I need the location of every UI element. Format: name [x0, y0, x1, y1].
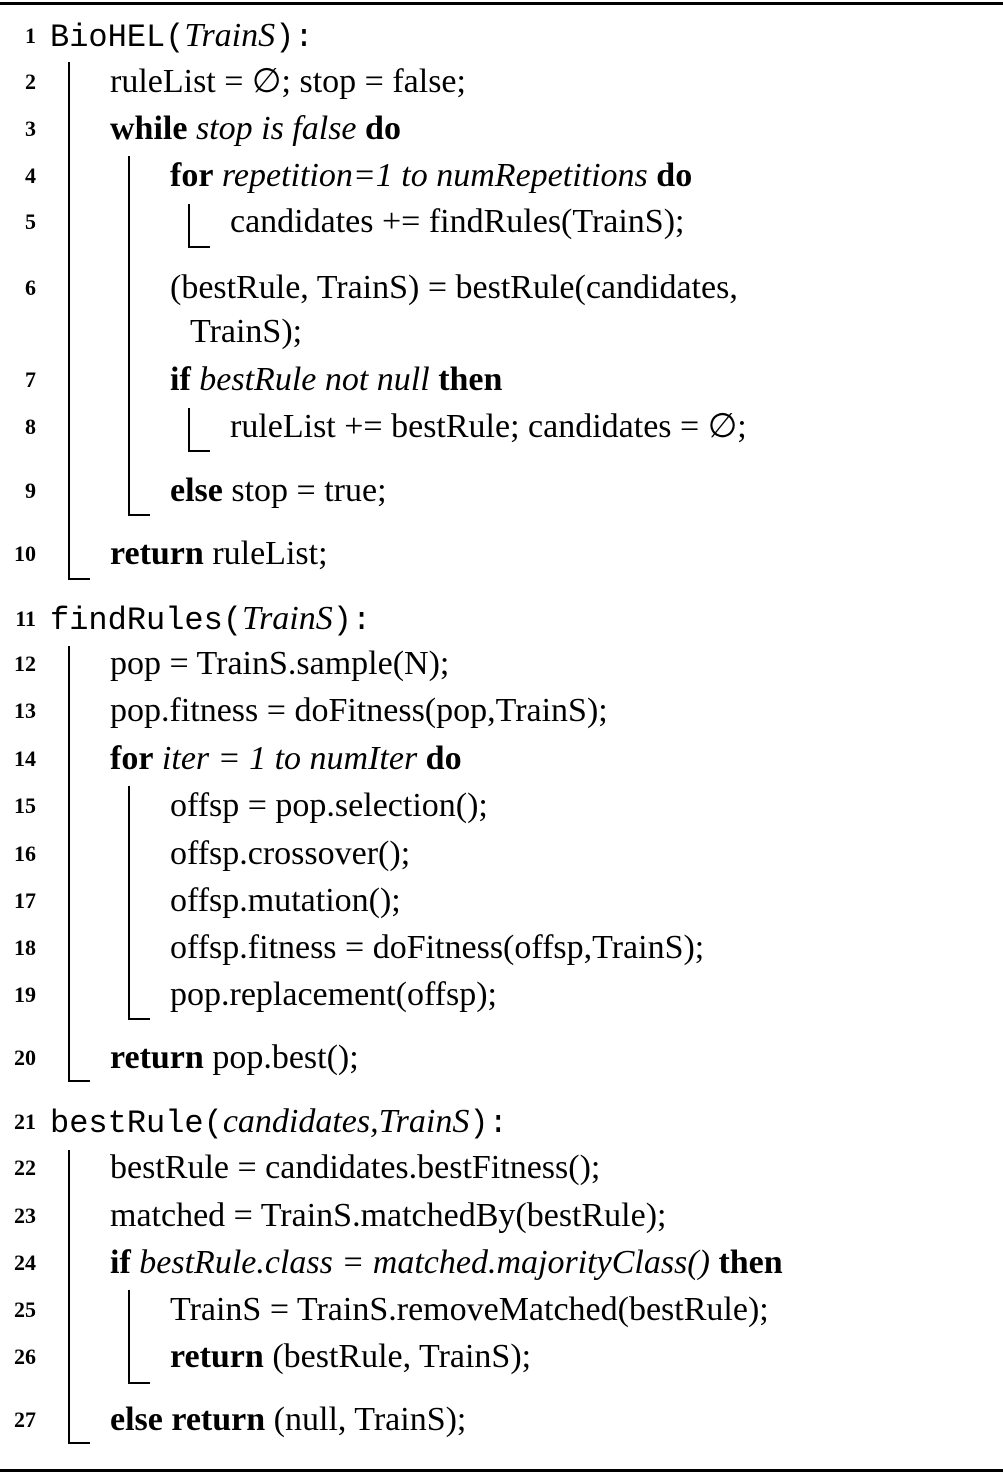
line-number: 12	[14, 651, 36, 676]
block-bar-end	[68, 578, 90, 580]
code-line-15	[0, 782, 1003, 830]
line-number: 2	[25, 69, 36, 94]
line-number: 13	[14, 698, 36, 723]
bottom-rule	[0, 1469, 1003, 1472]
statement: offsp = pop.selection();	[170, 787, 488, 824]
function-arg: candidates,TrainS	[222, 1103, 470, 1140]
code-line-16	[0, 830, 1003, 878]
statement: matched = TrainS.matchedBy(bestRule);	[110, 1197, 667, 1234]
keyword: return	[162, 1401, 266, 1438]
keyword: if	[110, 1244, 131, 1281]
code-line-3	[0, 105, 1003, 153]
code-line-21	[0, 1098, 1003, 1146]
code-line-1	[0, 12, 1003, 60]
line-number: 10	[14, 541, 36, 566]
top-rule	[0, 2, 1003, 5]
keyword: then	[718, 1244, 783, 1281]
line-number: 27	[14, 1407, 36, 1432]
line-number: 19	[14, 982, 36, 1007]
line-number: 1	[25, 23, 36, 48]
block-bar	[68, 1150, 70, 1444]
line-number: 22	[14, 1155, 36, 1180]
function-name: BioHEL(	[50, 19, 185, 56]
code-line-24	[0, 1239, 1003, 1287]
line-number: 26	[14, 1344, 36, 1369]
code-line-20	[0, 1034, 1003, 1082]
statement: ruleList += bestRule; candidates = ∅;	[230, 408, 747, 445]
block-bar-end	[128, 1018, 150, 1020]
statement: (bestRule, TrainS) = bestRule(candidates,	[170, 269, 738, 306]
function-close: ):	[275, 19, 314, 56]
block-bar-end	[188, 450, 210, 452]
code-line-18	[0, 924, 1003, 972]
statement: pop = TrainS.sample(N);	[110, 645, 450, 682]
function-close: ):	[469, 1105, 508, 1142]
block-bar-end	[128, 1382, 150, 1384]
statement: ruleList;	[203, 535, 328, 572]
keyword: do	[365, 110, 401, 147]
keyword: do	[656, 157, 693, 194]
keyword: if	[170, 361, 191, 398]
statement: stop = true;	[222, 472, 387, 509]
code-line-27	[0, 1396, 1003, 1444]
code-line-13	[0, 687, 1003, 735]
line-number: 9	[25, 478, 36, 503]
block-bar	[128, 156, 130, 516]
block-bar-end	[68, 1442, 90, 1444]
block-bar	[188, 408, 190, 452]
code-line-5	[0, 198, 1003, 246]
line-number: 4	[25, 163, 36, 188]
keyword: return	[110, 1039, 204, 1076]
block-bar	[188, 204, 190, 248]
statement: offsp.crossover();	[170, 835, 411, 872]
line-number: 20	[14, 1045, 36, 1070]
keyword: then	[438, 361, 503, 398]
block-bar	[128, 786, 130, 1020]
function-arg: TrainS	[184, 17, 276, 54]
code-line-19	[0, 971, 1003, 1019]
function-name: bestRule(	[50, 1105, 223, 1142]
statement: candidates += findRules(TrainS);	[230, 203, 685, 240]
condition: bestRule.class = matched.majorityClass()	[130, 1244, 719, 1281]
statement: pop.replacement(offsp);	[170, 976, 497, 1013]
line-number: 5	[25, 209, 36, 234]
condition: iter = 1 to numIter	[153, 740, 426, 777]
keyword: while	[110, 110, 188, 147]
keyword: for	[170, 157, 214, 194]
statement: pop.best();	[203, 1039, 359, 1076]
line-number: 18	[14, 935, 36, 960]
line-number: 6	[25, 275, 36, 300]
keyword: for	[110, 740, 154, 777]
function-name: findRules(	[50, 602, 243, 639]
code-line-6-continued	[0, 308, 1003, 356]
code-line-25	[0, 1286, 1003, 1334]
function-close: ):	[332, 602, 372, 639]
condition: stop is false	[187, 110, 366, 147]
code-line-17	[0, 877, 1003, 925]
code-line-9	[0, 467, 1003, 515]
code-line-8	[0, 403, 1003, 451]
block-bar-end	[68, 1080, 90, 1082]
line-number: 17	[14, 888, 36, 913]
code-line-26	[0, 1333, 1003, 1381]
block-bar-end	[188, 246, 210, 248]
statement: pop.fitness = doFitness(pop,TrainS);	[110, 692, 608, 729]
statement: (bestRule, TrainS);	[263, 1338, 532, 1375]
condition: bestRule not null	[190, 361, 439, 398]
block-bar	[68, 62, 70, 580]
line-number: 23	[14, 1203, 36, 1228]
block-bar-end	[128, 514, 150, 516]
code-line-6	[0, 264, 1003, 312]
line-number: 14	[14, 746, 36, 771]
keyword: return	[170, 1338, 264, 1375]
code-line-14	[0, 735, 1003, 783]
line-number: 25	[14, 1297, 36, 1322]
line-number: 3	[25, 116, 36, 141]
keyword: do	[425, 740, 462, 777]
statement: offsp.fitness = doFitness(offsp,TrainS);	[170, 929, 705, 966]
line-number: 7	[25, 367, 36, 392]
keyword: return	[110, 535, 204, 572]
condition: repetition=1 to numRepetitions	[213, 157, 657, 194]
code-line-4	[0, 152, 1003, 200]
code-line-11	[0, 595, 1003, 643]
code-line-2	[0, 58, 1003, 106]
function-arg: TrainS	[242, 600, 333, 637]
keyword: else	[170, 472, 223, 509]
statement-continuation: TrainS);	[190, 313, 303, 350]
line-number: 11	[15, 606, 36, 631]
line-number: 8	[25, 414, 36, 439]
statement: offsp.mutation();	[170, 882, 401, 919]
line-number: 16	[14, 841, 36, 866]
code-line-22	[0, 1144, 1003, 1192]
code-line-10	[0, 530, 1003, 578]
line-number: 24	[14, 1250, 36, 1275]
statement: (null, TrainS);	[265, 1401, 467, 1438]
code-line-12	[0, 640, 1003, 688]
line-number: 15	[14, 793, 36, 818]
block-bar	[68, 646, 70, 1082]
statement: bestRule = candidates.bestFitness();	[110, 1149, 601, 1186]
line-number: 21	[14, 1109, 36, 1134]
code-line-23	[0, 1192, 1003, 1240]
statement: TrainS = TrainS.removeMatched(bestRule);	[170, 1291, 769, 1328]
block-bar	[128, 1290, 130, 1384]
keyword: else	[110, 1401, 163, 1438]
statement: ruleList = ∅; stop = false;	[110, 63, 466, 100]
code-line-7	[0, 356, 1003, 404]
